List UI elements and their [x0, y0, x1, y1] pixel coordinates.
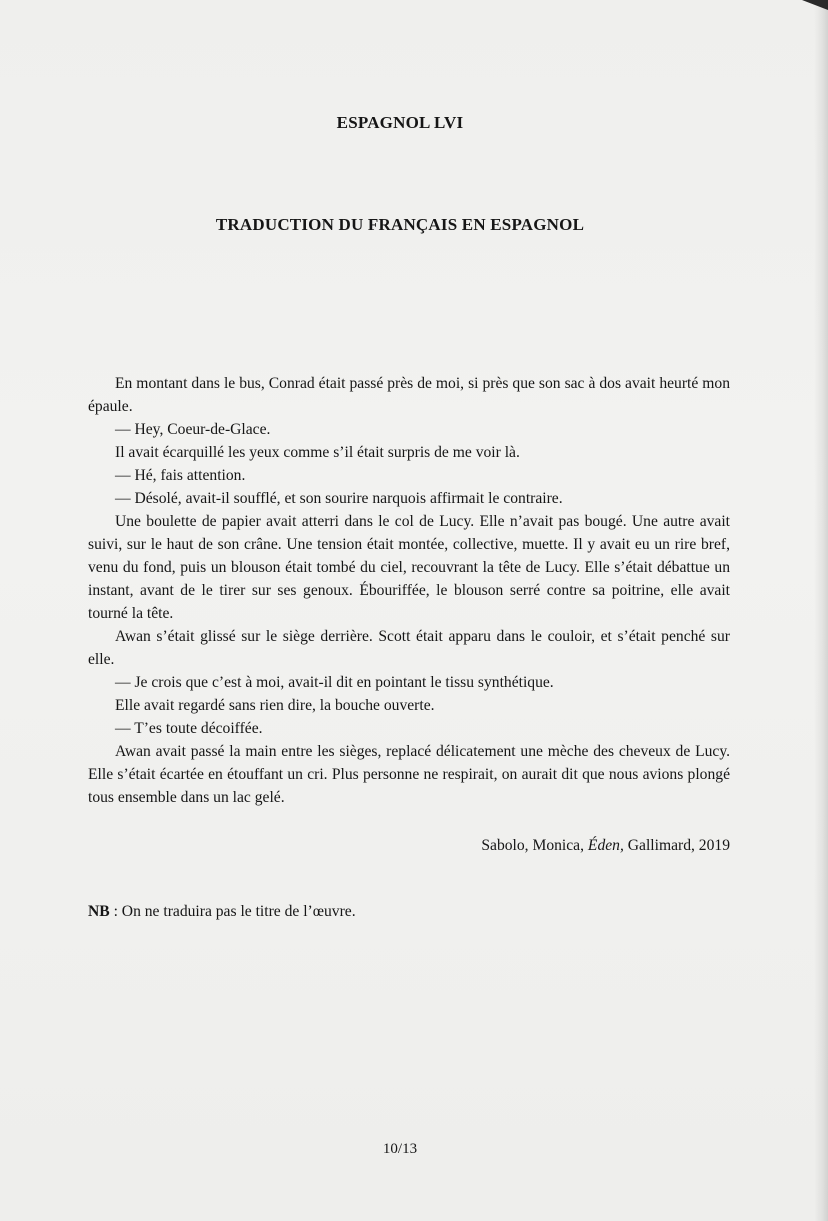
paragraph: — Hey, Coeur-de-Glace. — [115, 421, 271, 438]
source-citation — [88, 834, 730, 857]
source-work-title: Éden, — [587, 837, 624, 854]
source-author: Sabolo, Monica, — [481, 837, 585, 854]
exam-title: ESPAGNOL LVI — [336, 113, 464, 132]
page-edge-shadow — [814, 0, 828, 1221]
paragraph: Awan s’était glissé sur le siège derrière. Scott était apparu dans le couloir, et s’était penché sur elle. — [88, 628, 730, 668]
paragraph: En montant dans le bus, Conrad était passé près de moi, si près que son sac à dos avait heurté mon épaule. — [88, 375, 730, 415]
paragraph: — Hé, fais attention. — [115, 467, 246, 484]
paragraph: — T’es toute décoiffée. — [115, 720, 263, 737]
page-number: 10/13 — [382, 1141, 418, 1157]
exam-subtitle: TRADUCTION DU FRANÇAIS EN ESPAGNOL — [215, 215, 585, 234]
source-publisher: Gallimard, 2019 — [627, 837, 730, 854]
translation-note — [88, 900, 356, 923]
paragraph: — Je crois que c’est à moi, avait-il dit en pointant le tissu synthétique. — [115, 674, 554, 691]
paragraph: Il avait écarquillé les yeux comme s’il était surpris de me voir là. — [115, 444, 520, 461]
paragraph: — Désolé, avait-il soufflé, et son sourire narquois affirmait le contraire. — [115, 490, 563, 507]
passage-text — [88, 372, 730, 809]
note-label: NB — [88, 903, 110, 920]
paragraph: Une boulette de papier avait atterri dans le col de Lucy. Elle n’avait pas bougé. Une autre avait suivi, sur le haut de son crâne. Une tension était montée, collective, muette. Il y avait eu un rire bref, venu du fond, puis un blouson était tombé du ciel, recouvrant la tête de Lucy. Elle s’était débattue un instant, avant de le tirer sur ses genoux. Ébouriffée, le blouson serré contre sa poitrine, elle avait tourné la tête. — [88, 513, 730, 622]
note-text: : On ne traduira pas le titre de l’œuvre. — [109, 903, 356, 920]
paragraph: Elle avait regardé sans rien dire, la bouche ouverte. — [115, 697, 435, 714]
paragraph: Awan avait passé la main entre les sièges, replacé délicatement une mèche des cheveux de Lucy. Elle s’était écartée en étouffant un cri. Plus personne ne respirait, on aurait dit que nous avions plongé tous ensemble dans un lac gelé. — [88, 743, 730, 806]
